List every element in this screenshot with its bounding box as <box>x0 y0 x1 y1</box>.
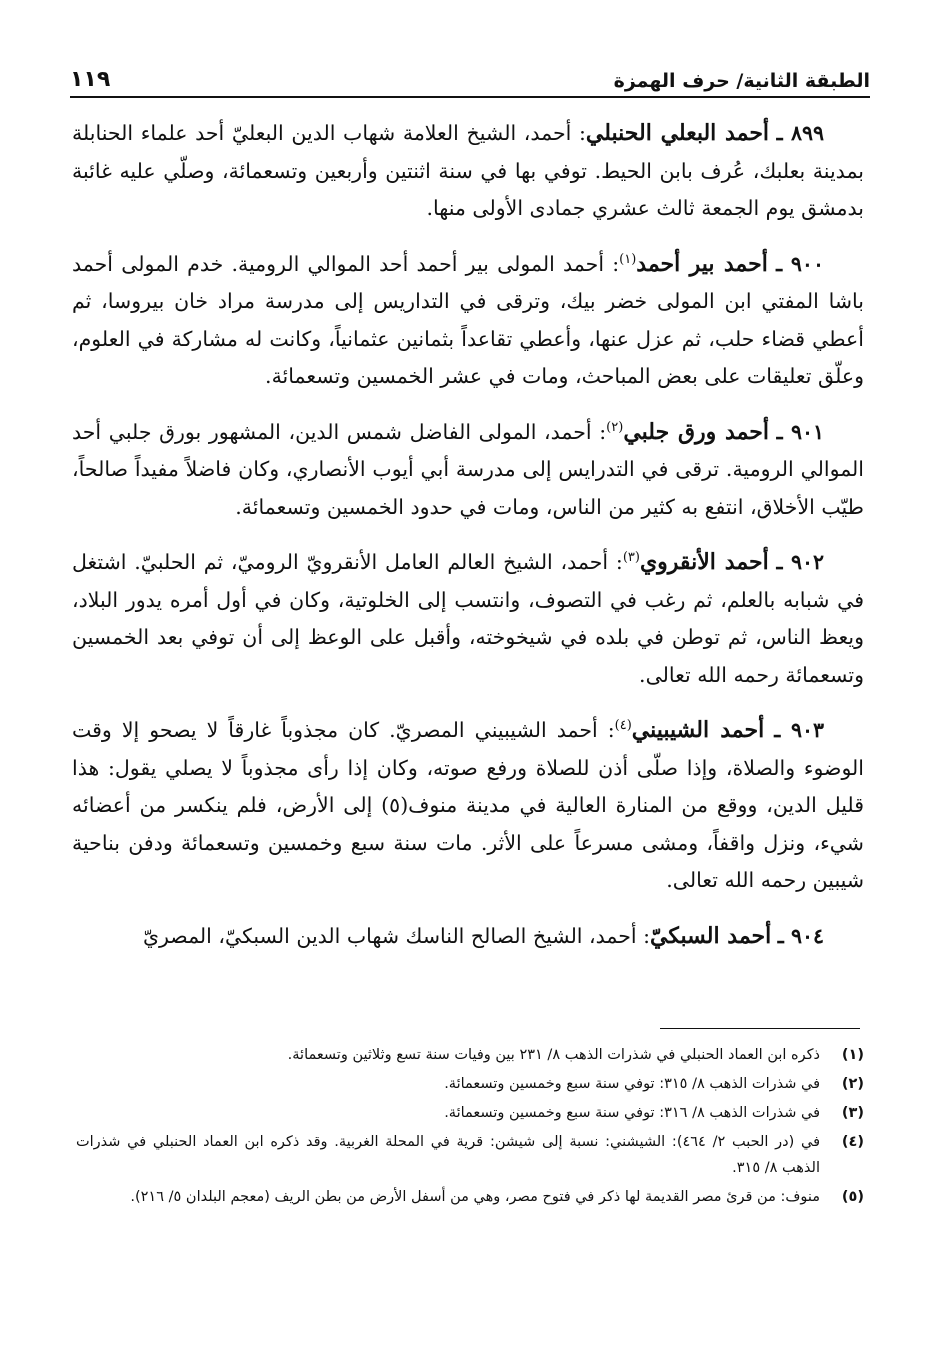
footnote-number: (٥) <box>841 1189 864 1205</box>
footnote <box>76 1042 864 1068</box>
entry-name: أحمد بير أحمد <box>636 250 768 277</box>
main-text <box>72 115 864 973</box>
footnote-text: ذكره ابن العماد الحنبلي في شذرات الذهب ٨/ ٢٣١ بين وفيات سنة تسع وثلاثين وتسعمائة. <box>287 1047 820 1063</box>
footnote-mark: (٢) <box>606 419 624 435</box>
entry-name: أحمد ورق جلبي <box>623 418 770 445</box>
footnote-number: (٣) <box>841 1105 864 1121</box>
entry-number: ٨٩٩ ـ <box>776 121 824 145</box>
entry-904 <box>72 918 864 956</box>
footnote-number: (٢) <box>841 1076 864 1092</box>
entry-name: أحمد الشيبيني <box>631 717 765 743</box>
footnote <box>76 1100 864 1126</box>
entry-number: ٩٠٠ ـ <box>776 251 824 276</box>
entry-901 <box>72 414 864 527</box>
entry-number: ٩٠٤ ـ <box>777 923 824 948</box>
footnote-separator <box>660 1028 860 1029</box>
footnote-text: في (در الحبب ٢/ ٤٦٤): الشيشني: نسبة إلى شيشن: قرية في المحلة الغربية. وقد ذكره ابن العماد الحنبلي في شذرات الذهب ٨/ ٣١٥. <box>76 1134 821 1176</box>
entry-number: ٩٠١ ـ <box>776 419 824 444</box>
entry-text: : أحمد المولى بير أحمد أحد الموالي الرومية. خدم المولى أحمد باشا المفتي ابن المولى خضر بيك، وترقى في التداريس إلى مدرسة مراد خان بيروسا، ثم أعطي قضاء حلب، ثم عزل عنها، وأعطي تقاعداً بثمانين عثمانياً، وكانت له مشاركة في العلوم، وعلّق تعليقات على بعض المباحث، ومات في عشر الخمسين وتسعمائة. <box>72 251 864 388</box>
page-header <box>70 50 870 92</box>
footnote <box>76 1184 864 1210</box>
entry-text: : أحمد، الشيخ العالم العامل الأنقرويّ الروميّ، ثم الحلبيّ. اشتغل في شبابه بالعلم، ثم رغب في التصوف، وانتسب إلى الخلوتية، وكان في أول أمره يدور البلاد، ويعظ الناس، ثم توطن في بلده في شيخوخته، وأقبل على الوعظ إلى أن توفي بعد الخمسين وتسعمائة رحمه الله تعالى. <box>72 550 864 687</box>
header-rule <box>70 96 870 98</box>
page-number: ١١٩ <box>70 67 111 92</box>
running-title: الطبقة الثانية/ حرف الهمزة <box>613 70 870 92</box>
footnote-mark: (٤) <box>614 718 632 734</box>
entry-text: : أحمد، الشيخ العلامة شهاب الدين البعليّ أحد علماء الحنابلة بمدينة بعلبك، عُرف بابن الحيط. توفي بها في سنة اثنتين وأربعين وتسعمائة، وصلّي عليه غائبة بدمشق يوم الجمعة ثالث عشري جمادى الأولى منها. <box>72 121 864 220</box>
entry-900 <box>72 246 864 396</box>
footnote-mark: (٣) <box>622 550 640 566</box>
entry-text: : أحمد، المولى الفاضل شمس الدين، المشهور بورق جلبي أحد الموالي الرومية. ترقى في التدرايس إلى مدرسة أبي أيوب الأنصاري، وكان فاضلاً مفيداً صالحاً، طيّب الأخلاق، انتفع به كثير من الناس، ومات في حدود الخمسين وتسعمائة. <box>72 419 864 519</box>
entry-number: ٩٠٣ ـ <box>774 718 824 742</box>
entry-899 <box>72 115 864 228</box>
footnote-number: (٤) <box>841 1134 864 1150</box>
footnote-text: في شذرات الذهب ٨/ ٣١٥: توفي سنة سبع وخمسين وتسعمائة. <box>444 1076 820 1092</box>
footnote-text: منوف: من قرئ مصر القديمة لها ذكر في فتوح مصر، وهي من أسفل الأرض من بطن الريف (معجم البلدان ٥/ ٢١٦). <box>130 1189 820 1205</box>
footnote-number: (١) <box>841 1047 864 1063</box>
entry-903 <box>72 712 864 900</box>
entry-name: أحمد البعلي الحنبلي <box>585 120 770 146</box>
footnotes <box>76 1042 864 1213</box>
footnote <box>76 1129 864 1181</box>
entry-name: أحمد الأنقروي <box>639 549 769 575</box>
footnote-mark: (١) <box>619 251 637 267</box>
entry-text: : أحمد، الشيخ الصالح الناسك شهاب الدين السبكيّ، المصريّ <box>142 923 651 948</box>
entry-text: : أحمد الشيبيني المصريّ. كان مجذوباً غارقاً لا يصحو إلا وقت الوضوء والصلاة، وإذا صلّى أذن للصلاة ورفع صوته، وكان إذا رأى مجذوباً لا يصلي يقول: هذا قليل الدين، ووقع من المنارة العالية في مدينة منوف(٥) إلى الأرض، فلم ينكسر من أعضائه شيء، ونزل واقفاً، ومشى مسرعاً على الأثر. مات سنة سبع وخمسين وتسعمائة ودفن بناحية شيبين رحمه الله تعالى. <box>72 718 864 892</box>
entry-902 <box>72 544 864 694</box>
footnote-text: في شذرات الذهب ٨/ ٣١٦: توفي سنة سبع وخمسين وتسعمائة. <box>444 1105 820 1121</box>
entry-number: ٩٠٢ ـ <box>776 550 824 574</box>
entry-name: أحمد السبكيّ <box>650 922 772 949</box>
footnote <box>76 1071 864 1097</box>
